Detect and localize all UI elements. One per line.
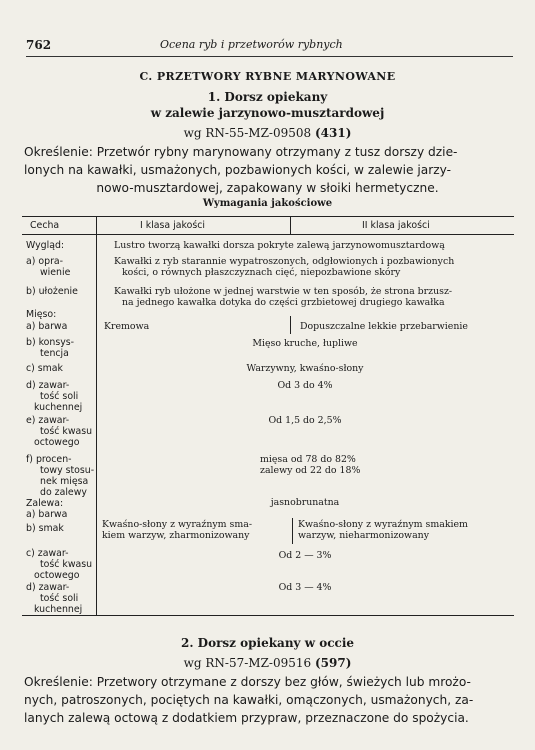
value-line: Kawałki z ryb starannie wypatroszonych, odgłowionych i pozbawionych bbox=[114, 256, 455, 267]
label-line: octowego bbox=[34, 437, 80, 448]
label-mieso: Mięso: bbox=[26, 309, 57, 320]
header-class-2: II klasa jakości bbox=[362, 220, 430, 231]
label-line: do zalewy bbox=[40, 487, 87, 498]
label-line: nek mięsa bbox=[40, 476, 89, 487]
value-sol: Od 3 do 4% bbox=[277, 380, 333, 391]
table-column-rule bbox=[290, 316, 291, 334]
label-ulozenie: b) ułożenie bbox=[26, 286, 78, 297]
item1-subtitle: w zalewie jarzynowo-musztardowej bbox=[150, 106, 385, 120]
value-konsystencja: Mięso kruche, łupliwe bbox=[252, 338, 358, 349]
value-wyglad: Lustro tworzą kawałki dorsza pokryte zalewą jarzynowomusztardową bbox=[114, 240, 445, 251]
value-line: kości, o równych płaszczyznach cięć, niepozbawione skóry bbox=[122, 267, 401, 278]
value-zalewa-sol: Od 3 — 4% bbox=[278, 582, 332, 593]
header-class-1: I klasa jakości bbox=[140, 220, 205, 231]
item1-standard bbox=[0, 126, 535, 140]
table-rule bbox=[22, 615, 514, 616]
label-line: tość kwasu bbox=[40, 559, 93, 570]
label-line: octowego bbox=[34, 570, 80, 581]
label-zalewa-sol bbox=[26, 582, 82, 615]
label-line: d) zawar- bbox=[26, 582, 70, 593]
table-column-rule bbox=[292, 518, 293, 544]
value-line: warzyw, nieharmonizowany bbox=[298, 530, 429, 541]
value-line: na jednego kawałka dotyka do części grzbietowej drugiego kawałka bbox=[122, 297, 445, 308]
item1-standard-code: wg RN-55-MZ-09508 bbox=[183, 126, 312, 140]
header-rule bbox=[26, 56, 513, 57]
item2-standard bbox=[0, 656, 535, 670]
item1-definition-line: Określenie: Przetwór rybny marynowany otrzymany z tusz dorszy dzie- bbox=[24, 145, 458, 159]
requirements-title: Wymagania jakościowe bbox=[202, 198, 333, 209]
label-wyglad: Wygląd: bbox=[26, 240, 65, 251]
value-line: Kwaśno-słony z wyraźnym sma- bbox=[102, 519, 252, 530]
label-line: e) zawar- bbox=[26, 415, 70, 426]
item1-standard-number: (431) bbox=[314, 126, 352, 140]
table-column-rule bbox=[290, 216, 291, 234]
label-line: tość soli bbox=[40, 391, 79, 402]
item2-standard-number: (597) bbox=[314, 656, 352, 670]
label-line: towy stosu- bbox=[40, 465, 95, 476]
value-zalewa-kwas: Od 2 — 3% bbox=[278, 550, 332, 561]
label-line: f) procen- bbox=[26, 454, 72, 465]
item2-definition bbox=[24, 673, 511, 727]
page-number: 762 bbox=[26, 38, 52, 52]
label-line: kuchennej bbox=[34, 604, 83, 615]
value-barwa-class-1: Kremowa bbox=[104, 321, 150, 332]
value-zalewa-smak-class-1 bbox=[102, 519, 252, 541]
item2-standard-code: wg RN-57-MZ-09516 bbox=[183, 656, 312, 670]
item2-definition-line: nych, patroszonych, pociętych na kawałki, omączonych, usmażonych, za- bbox=[24, 693, 474, 707]
value-line: zalewy od 22 do 18% bbox=[260, 465, 361, 476]
label-zalewa-kwas bbox=[26, 548, 92, 581]
header-cecha: Cecha bbox=[30, 220, 60, 231]
value-kwas: Od 1,5 do 2,5% bbox=[268, 415, 342, 426]
value-zalewa-smak-class-2 bbox=[298, 519, 468, 541]
running-title: Ocena ryb i przetworów rybnych bbox=[160, 38, 343, 51]
label-line: kuchennej bbox=[34, 402, 83, 413]
label-konsystencja bbox=[26, 337, 74, 359]
label-line: c) zawar- bbox=[26, 548, 69, 559]
value-procentowy bbox=[260, 454, 360, 476]
label-line: wienie bbox=[40, 267, 71, 278]
value-barwa-class-2: Dopuszczalne lekkie przebarwienie bbox=[300, 321, 468, 332]
label-barwa: a) barwa bbox=[26, 321, 68, 332]
requirements-table bbox=[22, 216, 514, 616]
label-line: d) zawar- bbox=[26, 380, 70, 391]
value-line: Kwaśno-słony z wyraźnym smakiem bbox=[298, 519, 468, 530]
item2-definition-line: Określenie: Przetwory otrzymane z dorszy bez głów, świeżych lub mrożo- bbox=[24, 675, 471, 689]
label-oprawienie bbox=[26, 256, 70, 278]
value-line: kiem warzyw, zharmonizowany bbox=[102, 530, 250, 541]
label-line: b) konsys- bbox=[26, 337, 75, 348]
label-zalewa-smak: b) smak bbox=[26, 523, 64, 534]
value-ulozenie bbox=[114, 286, 452, 308]
label-procentowy bbox=[26, 454, 94, 498]
item2-title: 2. Dorsz opiekany w occie bbox=[180, 636, 355, 650]
item1-definition-line: nowo-musztardowej, zapakowany w słoiki hermetyczne. bbox=[96, 181, 439, 195]
label-zalewa: Zalewa: bbox=[26, 498, 64, 509]
value-line: mięsa od 78 do 82% bbox=[260, 454, 356, 465]
label-line: tość kwasu bbox=[40, 426, 93, 437]
label-line: tencja bbox=[40, 348, 69, 359]
label-line: a) opra- bbox=[26, 256, 64, 267]
label-sol bbox=[26, 380, 82, 413]
value-line: Kawałki ryb ułożone w jednej warstwie w ten sposób, że strona brzusz- bbox=[114, 286, 453, 297]
section-title: C. PRZETWORY RYBNE MARYNOWANE bbox=[139, 70, 396, 83]
label-smak: c) smak bbox=[26, 363, 63, 374]
value-smak: Warzywny, kwaśno-słony bbox=[246, 363, 364, 374]
item1-title: 1. Dorsz opiekany bbox=[207, 90, 328, 104]
label-zalewa-barwa: a) barwa bbox=[26, 509, 68, 520]
item2-definition-line: lanych zalewą octową z dodatkiem przypraw, przeznaczone do spożycia. bbox=[24, 711, 469, 725]
item1-definition bbox=[24, 143, 511, 197]
value-oprawienie bbox=[114, 256, 454, 278]
value-zalewa-barwa: jasnobrunatna bbox=[270, 497, 340, 508]
label-line: tość soli bbox=[40, 593, 79, 604]
item1-definition-line: lonych na kawałki, usmażonych, pozbawionych kości, w zalewie jarzy- bbox=[24, 163, 452, 177]
label-kwas bbox=[26, 415, 92, 448]
